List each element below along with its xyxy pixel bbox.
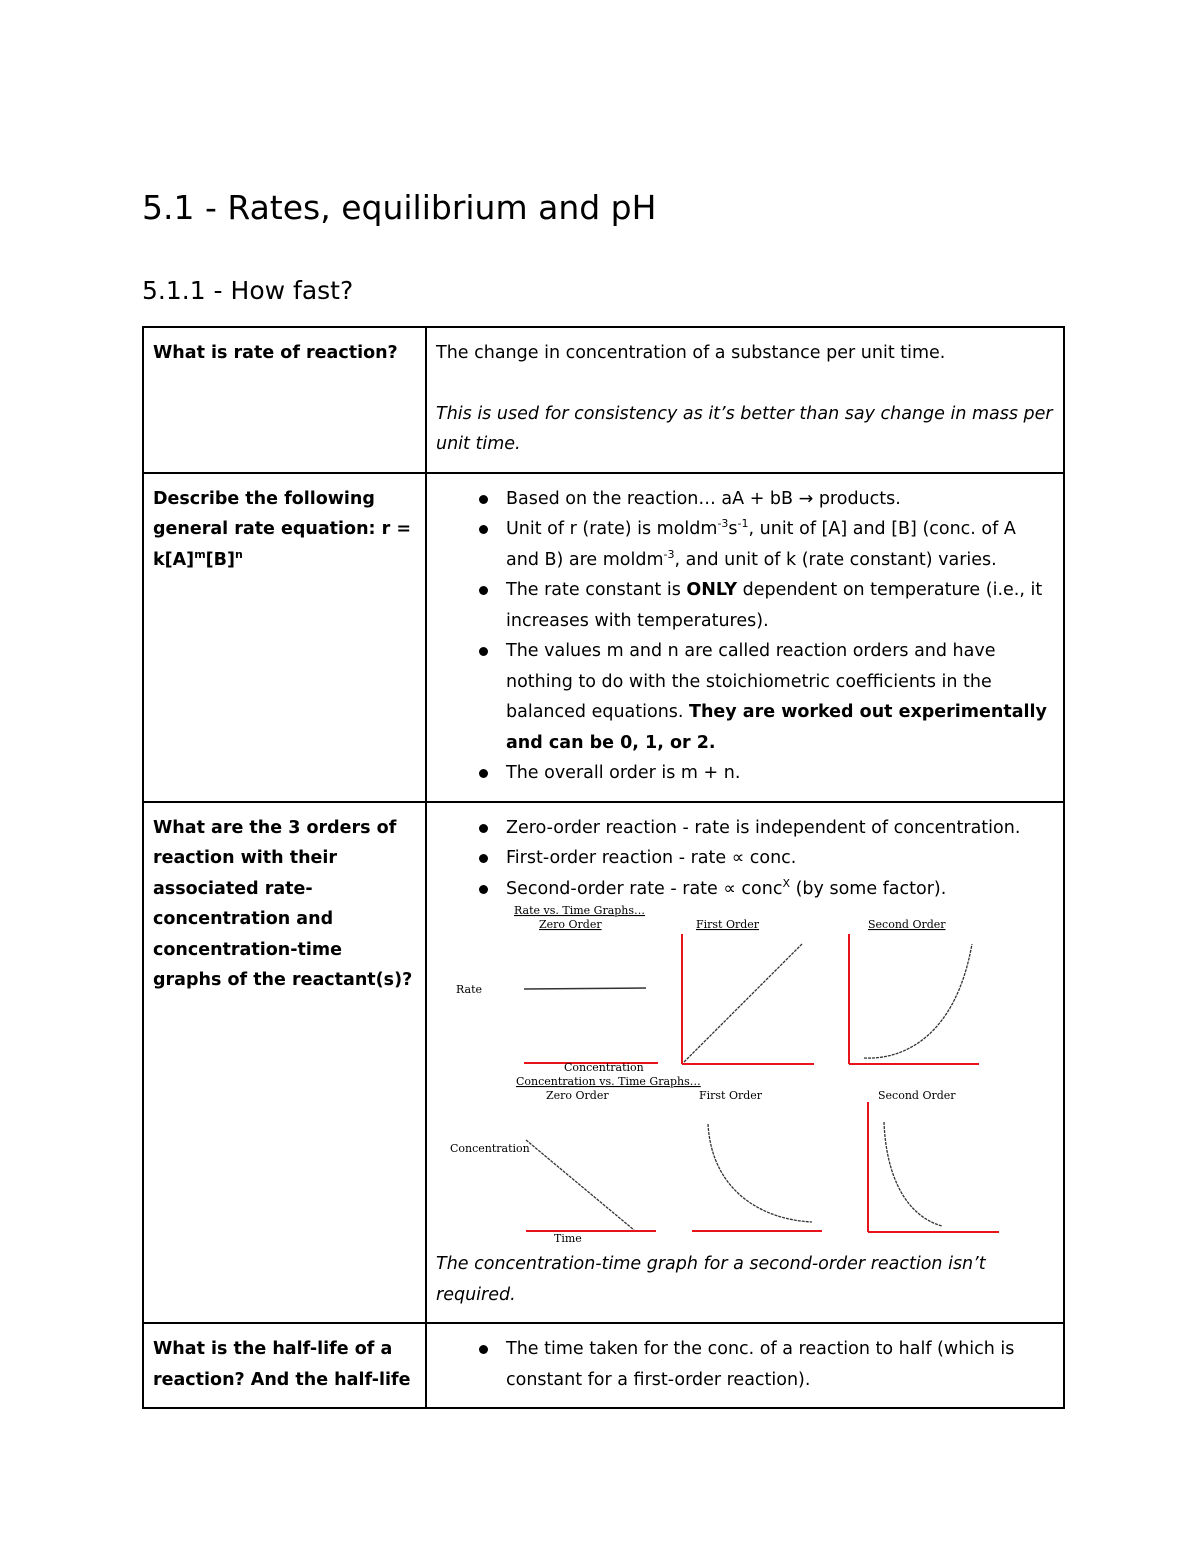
table-row	[143, 473, 1064, 802]
list-item: The time taken for the conc. of a reaction to half (which is constant for a first-order reaction).	[506, 1334, 1054, 1395]
question-cell	[143, 1323, 426, 1408]
answer-text: The change in concentration of a substance per unit time.	[436, 343, 946, 363]
bullet-list	[436, 1334, 1054, 1395]
section-heading: 5.1.1 - How fast?	[142, 276, 354, 305]
list-item: First-order reaction - rate ∝ conc.	[506, 843, 1054, 874]
page-title: 5.1 - Rates, equilibrium and pH	[142, 188, 657, 227]
list-item: The overall order is m + n.	[506, 758, 1054, 789]
list-item: The rate constant is ONLY dependent on temperature (i.e., it increases with temperatures).	[506, 575, 1054, 636]
reaction-order-graphs	[436, 904, 1016, 1249]
answer-cell	[426, 802, 1064, 1324]
table-row	[143, 802, 1064, 1324]
rate-axis-label: Rate	[456, 983, 483, 996]
conc-first-label: First Order	[699, 1089, 763, 1102]
time-xaxis-label: Time	[554, 1232, 582, 1245]
question-text: Describe the following general rate equation: r = k[A]	[153, 488, 412, 570]
answer-cell	[426, 327, 1064, 473]
rate-graphs-title: Rate vs. Time Graphs…	[514, 904, 646, 917]
list-item: Unit of r (rate) is $moldm^{-3}s^{-1}$, unit of [A] and [B] (conc. of A and B) are moldm$^{-3}$, and unit of k (rate constant) varies.	[506, 514, 1054, 575]
question-text: What is the half-life of a reaction? And the half-life	[153, 1339, 411, 1390]
second-order-rate-curve	[864, 944, 972, 1058]
first-order-rate-line	[684, 944, 802, 1062]
second-order-conc-curve	[884, 1122, 942, 1226]
question-text: What is rate of reaction?	[153, 343, 398, 363]
answer-cell	[426, 1323, 1064, 1408]
list-item: Zero-order reaction - rate is independent of concentration.	[506, 813, 1054, 844]
bullet-list	[436, 813, 1054, 905]
rate-xaxis-label: Concentration	[564, 1061, 644, 1074]
table-row	[143, 1323, 1064, 1408]
question-cell	[143, 802, 426, 1324]
list-item: Second-order rate - rate ∝ conc$^X$ (by some factor).	[506, 874, 1054, 905]
question-cell: Describe the following general rate equation: $r = k[A]^m[B]^n$	[143, 473, 426, 802]
answer-note: This is used for consistency as it’s better than say change in mass per unit time.	[436, 403, 1053, 454]
zero-order-rate-line	[524, 988, 646, 989]
graph-note: The concentration-time graph for a second-order reaction isn’t required.	[436, 1254, 986, 1305]
list-item: Based on the reaction… aA + bB → products.	[506, 484, 1054, 515]
zero-order-conc-line	[526, 1140, 634, 1230]
conc-graphs-title: Concentration vs. Time Graphs…	[516, 1075, 701, 1088]
first-order-conc-curve	[708, 1124, 812, 1222]
table-row	[143, 327, 1064, 473]
question-text: What are the 3 orders of reaction with their associated rate-concentration and concentration-time graphs of the reactant(s)?	[153, 817, 413, 990]
question-cell	[143, 327, 426, 473]
answer-cell	[426, 473, 1064, 802]
rate-zero-label: Zero Order	[539, 918, 602, 931]
bullet-list	[436, 484, 1054, 789]
conc-zero-label: Zero Order	[546, 1089, 609, 1102]
conc-second-label: Second Order	[878, 1089, 956, 1102]
qa-table	[142, 326, 1065, 1409]
list-item: The values m and n are called reaction orders and have nothing to do with the stoichiometric coefficients in the balanced equations. They are worked out experimentally and can be 0, 1, or 2.	[506, 636, 1054, 758]
rate-first-label: First Order	[696, 918, 760, 931]
conc-axis-label: Concentration	[450, 1142, 530, 1155]
rate-second-label: Second Order	[868, 918, 946, 931]
